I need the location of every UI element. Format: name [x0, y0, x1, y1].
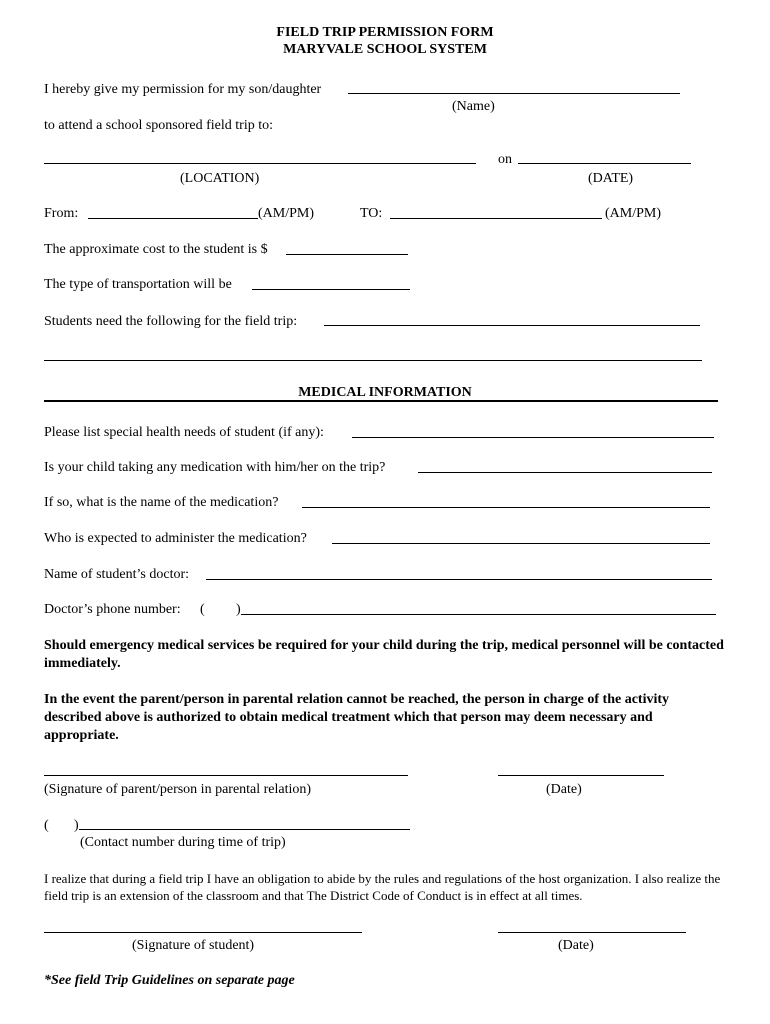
- contact-number-line[interactable]: [79, 829, 410, 830]
- needs-label: Students need the following for the field trip:: [44, 314, 298, 329]
- administer-label: Who is expected to administer the medication?: [44, 531, 307, 546]
- on-label: on: [498, 152, 512, 167]
- location-caption: (LOCATION): [180, 171, 260, 186]
- from-time-line[interactable]: [88, 218, 258, 219]
- date-line[interactable]: [518, 163, 691, 164]
- health-needs-line[interactable]: [352, 437, 714, 438]
- medical-info-heading: MEDICAL INFORMATION: [298, 385, 472, 400]
- needs-line-2[interactable]: [44, 360, 702, 361]
- contact-open-paren: (: [44, 818, 49, 833]
- name-caption: (Name): [452, 99, 495, 114]
- guidelines-note: *See field Trip Guidelines on separate page: [44, 973, 295, 988]
- parent-signature-caption: (Signature of parent/person in parental relation): [44, 782, 312, 797]
- to-label: TO:: [360, 206, 383, 221]
- authorization-notice: In the event the parent/person in parental relation cannot be reached, the person in charge of the activity described above is authorized to obtain medical treatment which that person may deem necessary and appropriate.: [44, 692, 670, 743]
- emergency-notice: Should emergency medical services be required for your child during the trip, medical personnel will be contacted immediately.: [44, 638, 724, 671]
- phone-close-paren: ): [236, 602, 241, 617]
- parent-signature-line[interactable]: [44, 775, 408, 776]
- doctor-phone-line[interactable]: [241, 614, 716, 615]
- student-signature-caption: (Signature of student): [132, 938, 255, 953]
- student-name-line[interactable]: [348, 93, 680, 94]
- medication-name-line[interactable]: [302, 507, 710, 508]
- to-ampm-label: (AM/PM): [605, 206, 662, 221]
- student-date-line[interactable]: [498, 932, 686, 933]
- health-needs-label: Please list special health needs of student (if any):: [44, 425, 324, 440]
- location-line[interactable]: [44, 163, 476, 164]
- permission-intro-text: I hereby give my permission for my son/daughter: [44, 82, 322, 97]
- from-label: From:: [44, 206, 79, 221]
- needs-line-1[interactable]: [324, 325, 700, 326]
- student-signature-line[interactable]: [44, 932, 362, 933]
- administer-line[interactable]: [332, 543, 710, 544]
- phone-open-paren: (: [200, 602, 205, 617]
- form-title: FIELD TRIP PERMISSION FORM: [276, 25, 494, 40]
- parent-date-caption: (Date): [546, 782, 582, 797]
- transportation-label: The type of transportation will be: [44, 277, 232, 292]
- taking-medication-line[interactable]: [418, 472, 712, 473]
- parent-date-line[interactable]: [498, 775, 664, 776]
- transportation-line[interactable]: [252, 289, 410, 290]
- attend-text: to attend a school sponsored field trip to:: [44, 118, 274, 133]
- date-caption: (DATE): [588, 171, 634, 186]
- doctor-name-label: Name of student’s doctor:: [44, 567, 190, 582]
- doctor-name-line[interactable]: [206, 579, 712, 580]
- doctor-phone-label: Doctor’s phone number:: [44, 602, 181, 617]
- to-time-line[interactable]: [390, 218, 602, 219]
- from-ampm-label: (AM/PM): [258, 206, 315, 221]
- school-name: MARYVALE SCHOOL SYSTEM: [283, 42, 487, 57]
- cost-line[interactable]: [286, 254, 408, 255]
- contact-close-paren: ): [74, 818, 79, 833]
- section-divider: [44, 400, 718, 402]
- medication-name-label: If so, what is the name of the medication?: [44, 495, 279, 510]
- taking-medication-label: Is your child taking any medication with him/her on the trip?: [44, 460, 386, 475]
- obligation-text: I realize that during a field trip I have an obligation to abide by the rules and regulations of the host organization. I also realize the field trip is an extension of the classroom and that The District Code of Conduct is in effect at all times.: [44, 871, 721, 903]
- student-date-caption: (Date): [558, 938, 594, 953]
- contact-caption: (Contact number during time of trip): [80, 835, 286, 850]
- cost-label: The approximate cost to the student is $: [44, 242, 268, 257]
